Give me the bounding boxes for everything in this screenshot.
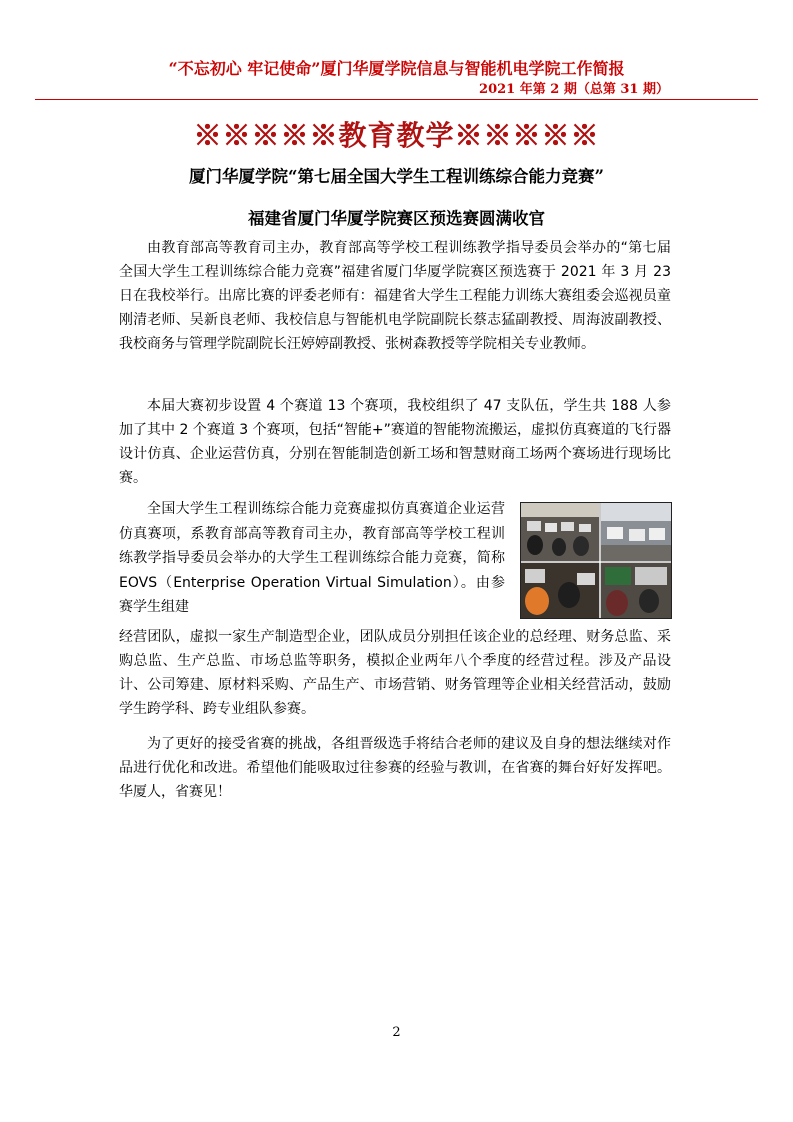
- paragraph-1: [119, 236, 671, 356]
- paragraph-3-continued: [119, 625, 671, 721]
- bulletin-title: “不忘初心 牢记使命”厦门华厦学院信息与智能机电学院工作简报: [168, 59, 625, 78]
- section-heading: ※※※※※教育教学※※※※※: [193, 119, 600, 152]
- competition-photo: [520, 502, 672, 619]
- page-number: 2: [392, 1025, 401, 1040]
- paragraph-3-rest-text: 经营团队，虚拟一家生产制造型企业，团队成员分别担任该企业的总经理、财务总监、采购总监、生产总监、市场总监等职务，模拟企业两年八个季度的经营过程。涉及产品设计、公司筹建、原材料采购、产品生产、市场营销、财务管理等企业相关经营活动，鼓励学生跨学科、跨专业组队参赛。: [119, 629, 671, 717]
- paragraph-3-wrapped: [119, 497, 505, 620]
- paragraph-2: [119, 394, 671, 490]
- paragraph-2-text: 本届大赛初步设置 4 个赛道 13 个赛项，我校组织了 47 支队伍，学生共 188 人参加了其中 2 个赛道 3 个赛项，包括“智能+”赛道的智能物流搬运，虚拟仿真赛道的飞行器设计仿真、企业运营仿真，分别在智能制造创新工场和智慧财商工场两个赛场进行现场比赛。: [119, 398, 671, 486]
- article-title-line-1: 厦门华厦学院“第七届全国大学生工程训练综合能力竞赛”: [189, 167, 604, 186]
- header-divider: [35, 99, 758, 100]
- article-title-line-2: 福建省厦门华厦学院赛区预选赛圆满收官: [248, 209, 545, 228]
- paragraph-4: [119, 732, 671, 804]
- paragraph-4-text: 为了更好的接受省赛的挑战，各组晋级选手将结合老师的建议及自身的想法继续对作品进行优化和改进。希望他们能吸取过往参赛的经验与教训，在省赛的舞台好好发挥吧。华厦人，省赛见！: [119, 736, 671, 800]
- issue-number: 2021 年第 2 期（总第 31 期）: [479, 82, 669, 97]
- paragraph-3-wrapped-text: 全国大学生工程训练综合能力竞赛虚拟仿真赛道企业运营仿真赛项，系教育部高等教育司主办，教育部高等学校工程训练教学指导委员会举办的大学生工程训练综合能力竞赛，简称 EOVS（Enterprise Operation Virtual Simulation）。由参赛学生组建: [119, 501, 505, 615]
- paragraph-1-text: 由教育部高等教育司主办，教育部高等学校工程训练教学指导委员会举办的“第七届全国大学生工程训练综合能力竞赛”福建省厦门华厦学院赛区预选赛于 2021 年 3 月 23 日在我校举行。出席比赛的评委老师有：福建省大学生工程能力训练大赛组委会巡视员童刚清老师、吴新良老师、我校信息与智能机电学院副院长蔡志猛副教授、周海波副教授、我校商务与管理学院副院长汪婷婷副教授、张树森教授等学院相关专业教师。: [119, 240, 671, 352]
